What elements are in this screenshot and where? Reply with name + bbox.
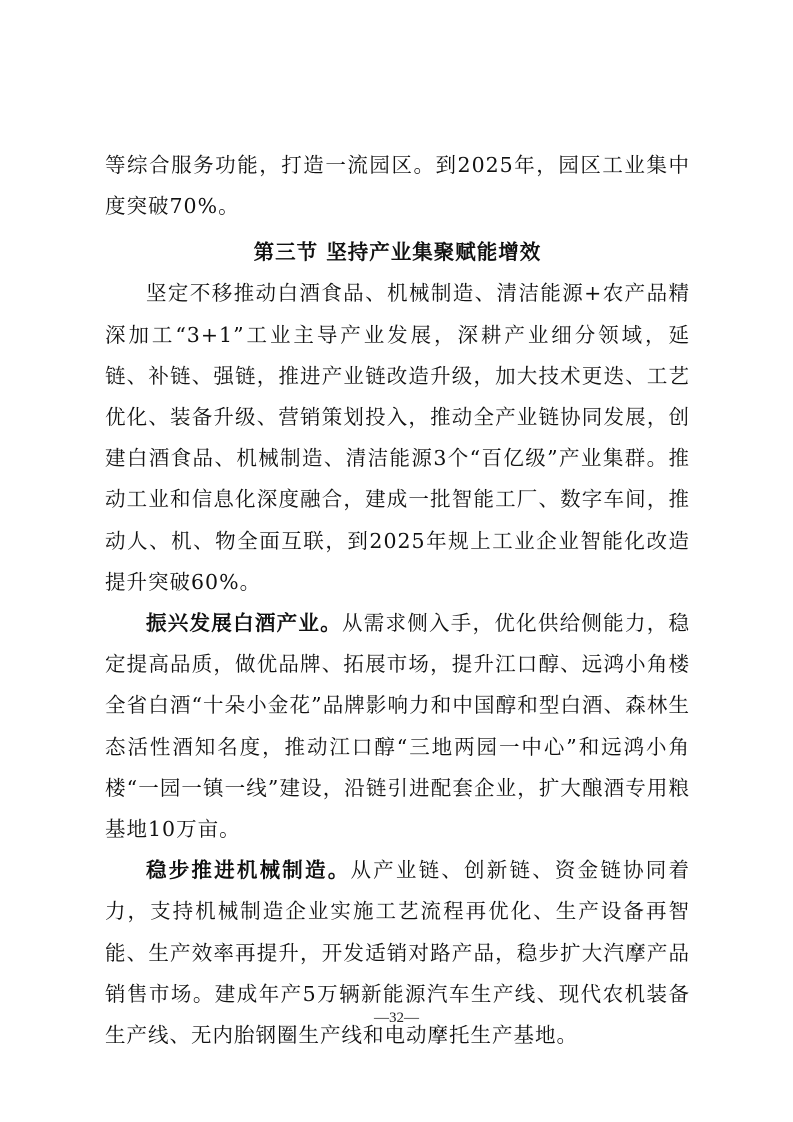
paragraph-body-machinery: 从产业链、创新链、资金链协同着力，支持机械制造企业实施工艺流程再优化、生产设备再智能、生产效率再提升，开发适销对路产品，稳步扩大汽摩产品销售市场。建成年产5万辆新能源汽车生产线、现代农机装备生产线、无内胎钢圈生产线和电动摩托生产基地。 xyxy=(105,858,691,1048)
paragraph-lead-baijiu: 振兴发展白酒产业。 xyxy=(146,611,342,636)
section-heading: 第三节 坚持产业集聚赋能增效 xyxy=(253,240,542,265)
paragraph-lead-machinery: 稳步推进机械制造。 xyxy=(146,858,351,883)
paragraph-body-baijiu: 从需求侧入手，优化供给侧能力，稳定提高品质，做优品牌、拓展市场，提升江口醇、远鸿小角楼全省白酒“十朵小金花”品牌影响力和中国醇和型白酒、森林生态活性酒知名度，推动江口醇“三地两园一中心”和远鸿小角楼“一园一镇一线”建设，沿链引进配套企业，扩大酿酒专用粮基地10万亩。 xyxy=(105,611,690,842)
document-body xyxy=(105,145,690,1056)
paragraph-industry-overview: 坚定不移推动白酒食品、机械制造、清洁能源+农产品精深加工“3+1”工业主导产业发展，深耕产业细分领域，延链、补链、强链，推进产业链改造升级，加大技术更迭、工艺优化、装备升级、营销策划投入，推动全产业链协同发展，创建白酒食品、机械制造、清洁能源3个“百亿级”产业集群。推动工业和信息化深度融合，建成一批智能工厂、数字车间，推动人、机、物全面互联，到2025年规上工业企业智能化改造提升突破60%。 xyxy=(105,281,690,594)
paragraph-baijiu xyxy=(105,603,690,850)
paragraph-continued: 等综合服务功能，打造一流园区。到2025年，园区工业集中度突破70%。 xyxy=(105,153,690,219)
page-number: —32— xyxy=(374,1010,419,1026)
